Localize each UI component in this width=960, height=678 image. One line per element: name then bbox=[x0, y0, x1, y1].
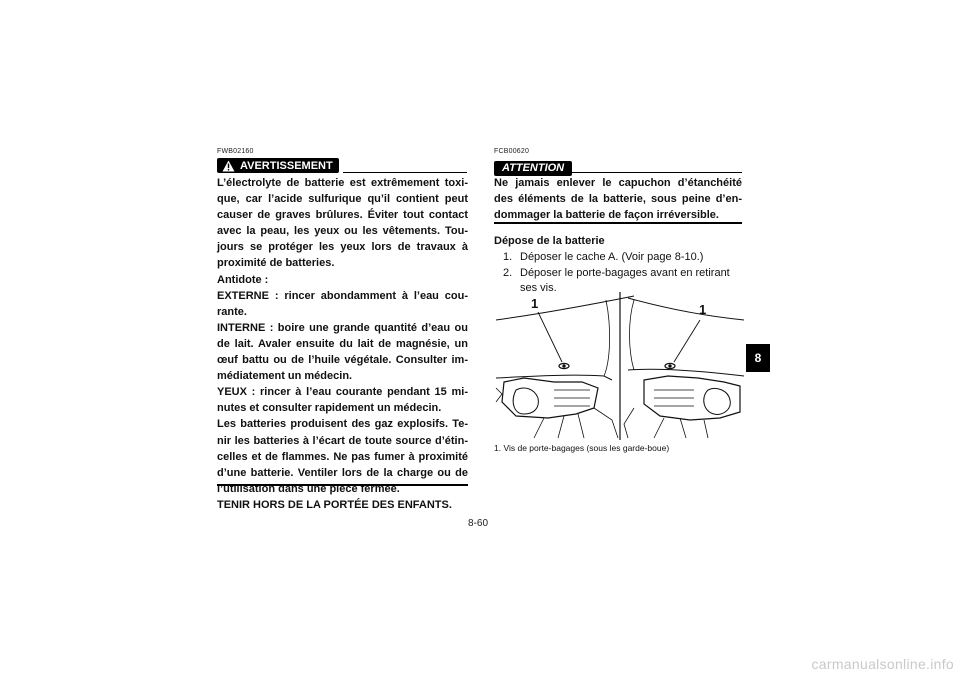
callout-leader-right bbox=[674, 320, 700, 362]
step-text: Déposer le cache A. (Voir page 8-10.) bbox=[520, 251, 704, 263]
attention-code: FCB00620 bbox=[494, 148, 530, 155]
attention-badge bbox=[494, 158, 572, 176]
left-panel-drawing bbox=[496, 296, 634, 438]
step-number: 2. bbox=[503, 266, 513, 279]
warning-body bbox=[217, 175, 468, 513]
footer-watermark[interactable]: carmanualsonline.info bbox=[811, 656, 954, 672]
explosive-gas-warning: Les batteries produisent des gaz explosifs. Te-nir les batteries à l’écart de toute source d’étin-celles et de flammes. Ne pas fumer à proximité d’une batterie. Ventiler lors de la charge ou de l’utilisation dans une pièce fermée. bbox=[217, 418, 468, 495]
warning-badge-label: AVERTISSEMENT bbox=[240, 159, 333, 172]
warning-top-rule bbox=[343, 172, 467, 173]
callout-label-right: 1 bbox=[699, 302, 707, 317]
antidote-heading: Antidote : bbox=[217, 273, 269, 286]
fender-illustration bbox=[494, 290, 746, 440]
antidote-external: EXTERNE : rincer abondamment à l’eau cou-rante. bbox=[217, 289, 468, 318]
page-number: 8-60 bbox=[468, 518, 489, 529]
step-number: 1. bbox=[503, 251, 513, 263]
antidote-internal: INTERNE : boire une grande quantité d’eau ou de lait. Avaler ensuite du lait de magnésie, un œuf battu ou de l’huile végétale. Consulter im-médiatement un médecin. bbox=[217, 321, 468, 383]
warning-triangle-icon bbox=[222, 160, 235, 172]
warning-paragraph: L’électrolyte de batterie est extrêmement toxi-que, car l’acide sulfurique qu’il contient peut causer de graves brûlures. Éviter tout contact avec la peau, les yeux ou les vêtements. Tou-jours se protéger les yeux lors de travaux à proximité de batteries. bbox=[217, 177, 468, 270]
step-text: Déposer le porte-bagages avant en retirant ses vis. bbox=[520, 266, 730, 294]
callout-label-left: 1 bbox=[531, 296, 539, 311]
warning-bottom-rule bbox=[217, 484, 468, 486]
warning-code: FWB02160 bbox=[217, 148, 254, 155]
section-title: Dépose de la batterie bbox=[494, 235, 605, 247]
warning-badge bbox=[217, 158, 339, 177]
keep-away-children: TENIR HORS DE LA PORTÉE DES ENFANTS. bbox=[217, 498, 452, 511]
attention-badge-label: ATTENTION bbox=[494, 161, 572, 176]
antidote-eyes: YEUX : rincer à l’eau courante pendant 15 mi-nutes et consulter rapidement un médecin. bbox=[217, 386, 468, 415]
attention-top-rule bbox=[567, 172, 742, 173]
right-panel-drawing bbox=[624, 298, 744, 438]
callout-leader-left bbox=[538, 312, 562, 362]
chapter-tab: 8 bbox=[746, 344, 770, 372]
attention-bottom-rule bbox=[494, 222, 742, 224]
list-item bbox=[503, 250, 743, 266]
attention-body: Ne jamais enlever le capuchon d’étanchéité des éléments de la batterie, sous peine d’en-dommager la batterie de façon irréversible. bbox=[494, 177, 742, 222]
figure-caption: 1. Vis de porte-bagages (sous les garde-boue) bbox=[494, 443, 670, 453]
